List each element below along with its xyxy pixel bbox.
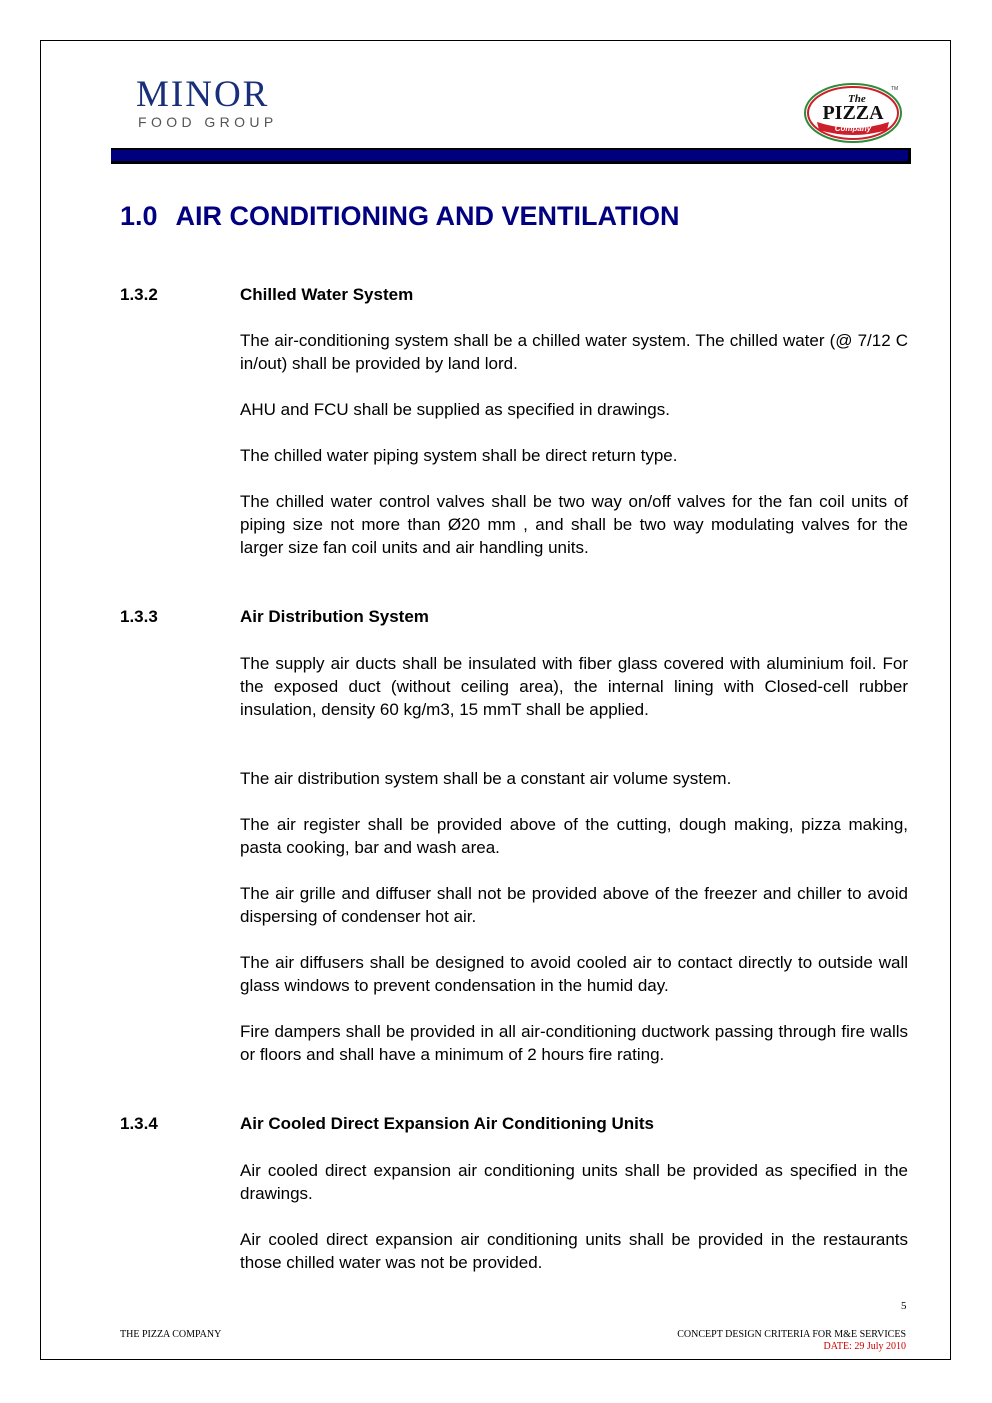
paragraph: The air grille and diffuser shall not be provided above of the freezer and chiller to avoid dispersing of condenser hot air. — [240, 884, 908, 926]
pizza-company-logo — [803, 82, 903, 144]
paragraph: Fire dampers shall be provided in all air-conditioning ductwork passing through fire walls or floors and shall have a minimum of 2 hours fire rating. — [240, 1022, 908, 1064]
paragraph: The air-conditioning system shall be a chilled water system. The chilled water (@ 7/12 C in/out) shall be provided by land lord. — [240, 331, 908, 373]
section-number: 1.3.2 — [120, 285, 158, 304]
paragraph: The chilled water control valves shall be two way on/off valves for the fan coil units of piping size not more than Ø20 mm , and shall be two way modulating valves for the larger size fan coil units and air handling units. — [240, 492, 908, 557]
logo-food-group-text: FOOD GROUP — [138, 114, 278, 130]
paragraph: Air cooled direct expansion air conditioning units shall be provided in the restaurants those chilled water was not be provided. — [240, 1230, 908, 1272]
section-number: 1.3.3 — [120, 607, 158, 626]
section-title: Air Cooled Direct Expansion Air Conditioning Units — [240, 1114, 654, 1133]
paragraph: The air diffusers shall be designed to avoid cooled air to contact directly to outside wall glass windows to prevent condensation in the humid day. — [240, 953, 908, 995]
paragraph: The air register shall be provided above of the cutting, dough making, pizza making, pasta cooking, bar and wash area. — [240, 815, 908, 857]
section-title: Air Distribution System — [240, 607, 429, 626]
title-number: 1.0 — [120, 201, 158, 231]
footer-doc-title: CONCEPT DESIGN CRITERIA FOR M&E SERVICES — [677, 1329, 906, 1340]
paragraph: AHU and FCU shall be supplied as specified in drawings. — [240, 400, 670, 419]
svg-text:PIZZA: PIZZA — [822, 102, 884, 124]
paragraph: The air distribution system shall be a constant air volume system. — [240, 769, 732, 788]
section-title: Chilled Water System — [240, 285, 414, 304]
paragraph: The supply air ducts shall be insulated with fiber glass covered with aluminium foil. For the exposed duct (without ceiling area), the internal lining with Closed-cell rubber insulation, density 60 kg/m3, 15 mmT shall be applied. — [240, 654, 908, 719]
footer-right — [677, 1329, 906, 1353]
header-divider-bar — [111, 148, 911, 164]
minor-food-group-logo — [136, 76, 278, 130]
paragraph: The chilled water piping system shall be direct return type. — [240, 446, 678, 465]
page-number: 5 — [901, 1300, 907, 1312]
svg-text:TM: TM — [891, 86, 899, 92]
logo-minor-text: MINOR — [136, 74, 270, 115]
page-title — [120, 201, 680, 232]
svg-text:The: The — [848, 93, 866, 105]
pizza-logo-icon — [803, 82, 903, 144]
paragraph: Air cooled direct expansion air conditioning units shall be provided as specified in the drawings. — [240, 1161, 908, 1203]
footer-company: THE PIZZA COMPANY — [120, 1329, 222, 1340]
svg-text:Company: Company — [834, 124, 872, 133]
footer-date: DATE: 29 July 2010 — [823, 1341, 906, 1352]
section-number: 1.3.4 — [120, 1114, 158, 1133]
title-text: AIR CONDITIONING AND VENTILATION — [175, 201, 680, 231]
